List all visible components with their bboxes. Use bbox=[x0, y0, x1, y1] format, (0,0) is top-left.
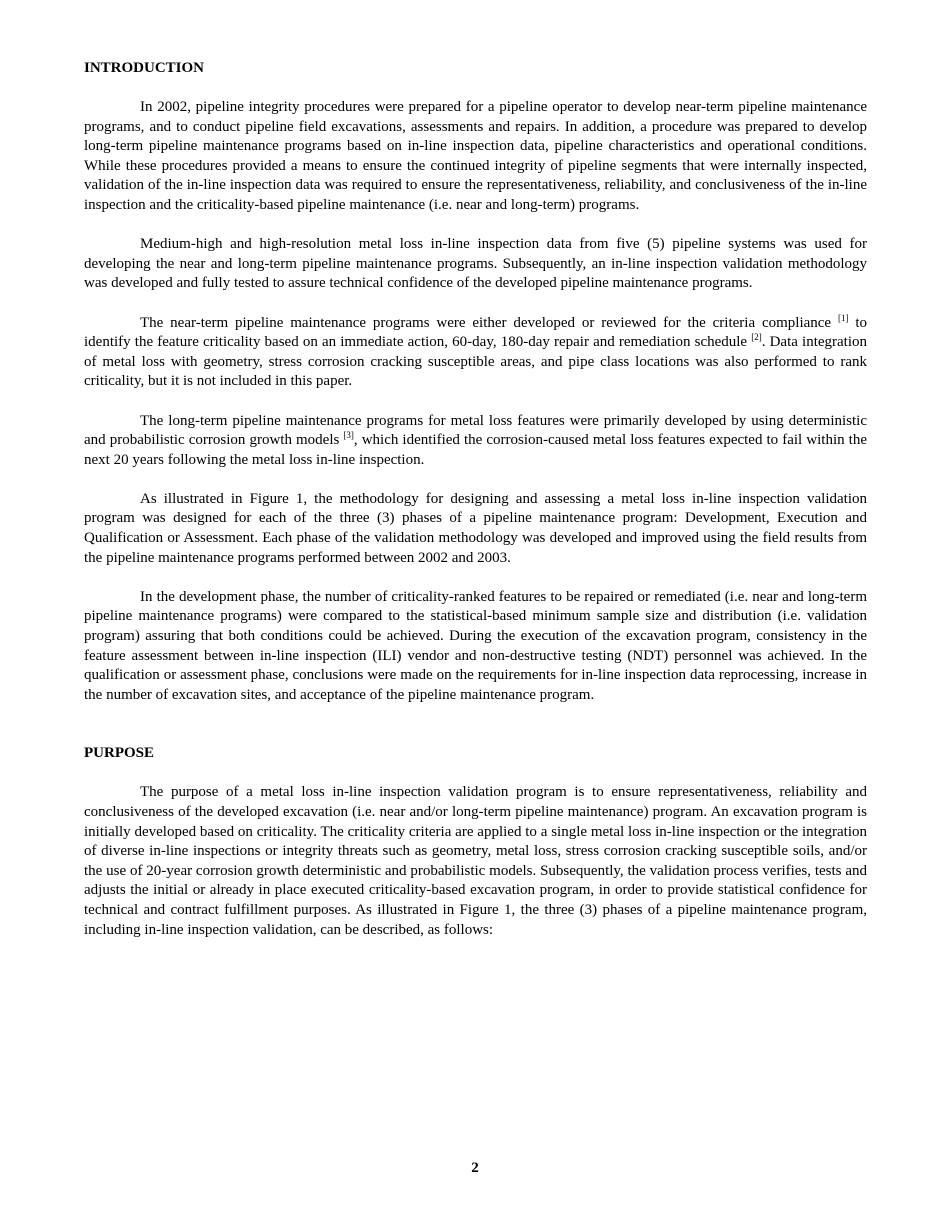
paragraph-text: to identify the feature criticality based on an immediate action, 60-day, 180-day repair and remediation schedule bbox=[84, 314, 867, 351]
paragraph-text: , which identified the corrosion-caused metal loss features expected to fail within the next 20 years following the metal loss in-line inspection. bbox=[84, 432, 867, 468]
introduction-paragraph-5: As illustrated in Figure 1, the methodology for designing and assessing a metal loss in-line inspection validation program was designed for each of the three (3) phases of a pipeline maintenance program: Development, Execution and Qualification or Assessment. Each phase of the validation methodology was developed and improved using the field results from the pipeline maintenance programs performed between 2002 and 2003. bbox=[84, 490, 867, 566]
document-page bbox=[84, 58, 867, 940]
introduction-heading: INTRODUCTION bbox=[84, 60, 205, 76]
reference-2: [2] bbox=[751, 332, 762, 343]
reference-3: [3] bbox=[343, 430, 354, 441]
introduction-paragraph-3 bbox=[84, 314, 867, 392]
page-number: 2 bbox=[471, 1160, 479, 1176]
introduction-paragraph-1: In 2002, pipeline integrity procedures were prepared for a pipeline operator to develop near-term pipeline maintenance programs, and to conduct pipeline field excavations, assessments and repairs. In addition, a procedure was prepared to develop long-term pipeline maintenance programs based on in-line inspection data, pipeline characteristics and operational conditions. While these procedures provided a means to ensure the continued integrity of pipeline segments that were internally inspected, validation of the in-line inspection data was required to ensure the representativeness, reliability, and conclusiveness of the in-line inspection and the criticality-based pipeline maintenance (i.e. near and long-term) programs. bbox=[84, 99, 867, 213]
purpose-heading: PURPOSE bbox=[84, 745, 155, 762]
reference-1: [1] bbox=[837, 312, 849, 323]
introduction-paragraph-2: Medium-high and high-resolution metal loss in-line inspection data from five (5) pipeline systems was used for developing the near and long-term pipeline maintenance programs. Subsequently, an in-line inspection validation methodology was developed and fully tested to assure technical confidence of the developed pipeline maintenance programs. bbox=[84, 236, 867, 292]
introduction-paragraph-4 bbox=[84, 412, 867, 471]
paragraph-text: The long-term pipeline maintenance programs for metal loss features were primarily developed by using deterministic and probabilistic corrosion growth models bbox=[84, 412, 867, 449]
paragraph-text: . Data integration of metal loss with geometry, stress corrosion cracking susceptible areas, and pipe class locations was also performed to rank criticality, but it is not included in this paper. bbox=[84, 334, 868, 390]
paragraph-text: The near-term pipeline maintenance programs were either developed or reviewed for the criteria compliance bbox=[140, 314, 838, 331]
purpose-paragraph-1: The purpose of a metal loss in-line inspection validation program is to ensure representativeness, reliability and conclusiveness of the developed excavation (i.e. near and/or long-term pipeline maintenance) program. An excavation program is initially developed based on criticality. The criticality criteria are applied to a single metal loss in-line inspection or the integration of diverse in-line inspections or integrity threats such as geometry, metal loss, stress corrosion cracking susceptible soils, and/or the use of 20-year corrosion growth deterministic and probabilistic models. Subsequently, the validation process verifies, tests and adjusts the initial or already in place executed criticality-based excavation program, in order to provide statistical confidence for technical and contract fulfillment purposes. As illustrated in Figure 1, the three (3) phases of a pipeline maintenance program, including in-line inspection validation, can be described, as follows: bbox=[84, 784, 867, 938]
introduction-paragraph-6: In the development phase, the number of criticality-ranked features to be repaired or remediated (i.e. near and long-term pipeline maintenance programs) were compared to the statistical-based minimum sample size and distribution (i.e. validation program) assuring that both conditions could be achieved. During the execution of the excavation program, consistency in the feature assessment between in-line inspection (ILI) vendor and non-destructive testing (NDT) personnel was achieved. In the qualification or assessment phase, conclusions were made on the requirements for in-line inspection data reprocessing, increase in the number of excavation sites, and acceptance of the pipeline maintenance program. bbox=[84, 588, 867, 703]
